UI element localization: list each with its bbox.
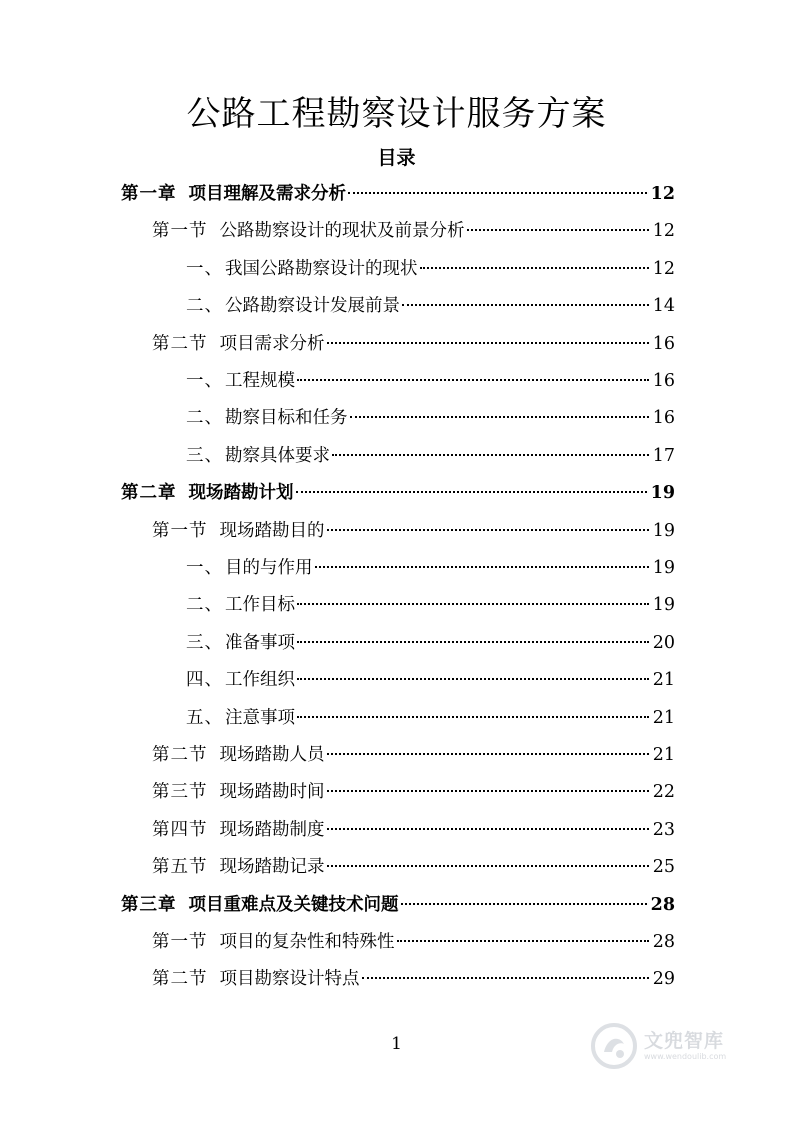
toc-entry-label: 第一章: [121, 184, 177, 204]
toc-entry-label: 第三章: [121, 894, 177, 915]
toc-leader-dots: [327, 753, 649, 755]
toc-entry-text: [152, 213, 465, 250]
toc-entry-label: 第四节: [152, 819, 208, 840]
toc-entry-title: 现场踏勘计划: [188, 483, 294, 504]
toc-entry-label: 第一节: [152, 221, 208, 242]
toc-entry-title: 现场踏勘目的: [219, 520, 325, 541]
wendou-logo-icon: [590, 1022, 638, 1070]
toc-entry-title: 公路勘察设计发展前景: [225, 296, 400, 317]
toc-entry[interactable]: [152, 737, 675, 774]
toc-entry-page: 14: [652, 296, 675, 317]
toc-entry-text: [186, 363, 295, 400]
toc-entry-title: 工作组织: [225, 670, 295, 691]
toc-entry-text: [186, 700, 295, 737]
watermark: [590, 1018, 750, 1074]
toc-entry[interactable]: [152, 213, 675, 250]
toc-entry-label: 三、: [186, 632, 223, 653]
toc-leader-dots: [327, 828, 649, 830]
toc-entry-label: 二、: [186, 296, 223, 317]
toc-entry-page: 21: [652, 670, 675, 691]
toc-entry-title: 现场踏勘制度: [219, 819, 325, 840]
toc-entry-label: 第一节: [152, 932, 208, 952]
toc-entry-title: 注意事项: [225, 707, 295, 728]
toc-entry[interactable]: [186, 251, 675, 288]
page-title: 公路工程勘察设计服务方案: [186, 94, 607, 134]
toc-entry-page: 19: [652, 595, 675, 616]
toc-entry[interactable]: [152, 326, 675, 363]
toc-entry-page: 16: [652, 408, 675, 429]
toc-entry[interactable]: [152, 849, 675, 886]
toc-entry-title: 勘察目标和任务: [225, 408, 348, 429]
toc-entry-title: 项目勘察设计特点: [219, 969, 360, 990]
toc-entry-title: 工作目标: [225, 595, 295, 616]
toc-entry-text: [186, 662, 295, 699]
toc-entry[interactable]: [186, 438, 675, 475]
toc-entry-text: [186, 438, 330, 475]
toc-leader-dots: [297, 641, 649, 643]
toc-heading: 目录: [377, 147, 416, 169]
toc-entry-text: [121, 475, 294, 512]
toc-entry-title: 项目理解及需求分析: [188, 184, 346, 204]
toc-entry-page: 28: [650, 894, 675, 915]
toc-entry-page: 12: [652, 258, 675, 279]
toc-entry[interactable]: [121, 475, 675, 512]
toc-entry-page: 23: [652, 819, 675, 840]
toc-entry[interactable]: [152, 774, 675, 811]
toc-leader-dots: [397, 940, 649, 942]
toc-entry-label: 三、: [186, 445, 223, 466]
toc-entry-label: 四、: [186, 670, 223, 691]
toc-entry-page: 16: [652, 333, 675, 354]
toc-entry-title: 勘察具体要求: [225, 445, 330, 466]
toc-entry[interactable]: [152, 812, 675, 849]
toc-entry-page: 21: [652, 707, 675, 728]
toc-entry-label: 第一节: [152, 520, 208, 541]
toc-leader-dots: [332, 454, 649, 456]
toc-leader-dots: [315, 566, 649, 568]
toc-entry-title: 项目需求分析: [219, 333, 325, 354]
toc-entry-page: 12: [652, 221, 675, 242]
toc-entry-title: 公路勘察设计的现状及前景分析: [219, 221, 465, 242]
toc-entry-label: 第五节: [152, 857, 208, 878]
toc-entry-label: 第二章: [121, 483, 177, 504]
toc-entry-page: 21: [652, 745, 675, 765]
toc-entry-page: 19: [650, 483, 675, 504]
toc-entry-text: [186, 251, 418, 288]
toc-entry-title: 现场踏勘人员: [219, 745, 325, 765]
toc-leader-dots: [297, 678, 649, 680]
toc-leader-dots: [350, 416, 649, 418]
toc-entry-text: [121, 887, 399, 924]
toc-entry-page: 17: [652, 445, 675, 466]
toc-entry-page: 12: [650, 184, 675, 204]
toc-entry-label: 第三节: [152, 782, 208, 803]
toc-entry[interactable]: [186, 662, 675, 699]
toc-entry[interactable]: [186, 625, 675, 662]
toc-leader-dots: [401, 903, 647, 905]
toc-entry[interactable]: [186, 550, 675, 587]
toc-entry[interactable]: [186, 288, 675, 325]
toc-entry-label: 第二节: [152, 333, 208, 354]
toc-leader-dots: [420, 267, 649, 269]
toc-entry-page: 22: [652, 782, 675, 803]
toc-entry-page: 19: [652, 520, 675, 541]
toc-entry[interactable]: [121, 887, 675, 924]
toc-entry-label: 第二节: [152, 969, 208, 990]
toc-entry-text: [152, 961, 360, 998]
toc-entry-title: 现场踏勘记录: [219, 857, 325, 878]
toc-entry-label: 第二节: [152, 745, 208, 765]
toc-leader-dots: [467, 229, 649, 231]
toc-entry-label: 一、: [186, 371, 223, 391]
toc-entry-text: [152, 326, 325, 363]
toc-entry-label: 一、: [186, 258, 223, 279]
toc-entry-page: 16: [652, 371, 675, 391]
toc-entry-title: 项目重难点及关键技术问题: [188, 894, 399, 915]
toc-entry-text: [152, 812, 325, 849]
toc-entry-text: [152, 513, 325, 550]
toc-leader-dots: [297, 603, 649, 605]
toc-entry[interactable]: [186, 587, 675, 624]
toc-entry-title: 现场踏勘时间: [219, 782, 325, 803]
toc-entry-text: [152, 737, 325, 774]
toc-entry-title: 工程规模: [225, 371, 295, 391]
toc-leader-dots: [402, 304, 649, 306]
watermark-url: www.wendoulib.com: [644, 1052, 727, 1061]
toc-leader-dots: [327, 865, 649, 867]
toc-entry-text: [186, 400, 348, 437]
toc-entry-title: 目的与作用: [225, 558, 313, 578]
toc-entry-page: 25: [652, 857, 675, 878]
watermark-name: 文兜智库: [644, 1030, 725, 1052]
toc-entry-text: [186, 288, 400, 325]
toc-leader-dots: [327, 529, 649, 531]
toc-entry-text: [186, 550, 313, 587]
toc-entry-label: 一、: [186, 558, 223, 578]
watermark-text: [644, 1030, 726, 1062]
toc-entry-text: [152, 774, 325, 811]
toc-entry-label: 二、: [186, 595, 223, 616]
toc-entry-page: 20: [652, 632, 675, 653]
toc-leader-dots: [362, 977, 649, 979]
toc-entry-text: [186, 625, 295, 662]
toc-entry-title: 准备事项: [225, 632, 295, 653]
toc-entry-page: 29: [652, 969, 675, 990]
toc-entry-text: [152, 849, 325, 886]
toc-entry[interactable]: [152, 924, 675, 961]
toc-entry[interactable]: [152, 961, 675, 998]
toc-leader-dots: [297, 716, 649, 718]
toc-entry[interactable]: [152, 513, 675, 550]
toc-entry-page: 28: [652, 932, 675, 952]
toc-entry-text: [186, 587, 295, 624]
toc-entry-page: 19: [652, 558, 675, 578]
toc-leader-dots: [327, 790, 649, 792]
toc-entry[interactable]: [186, 400, 675, 437]
toc-entry-label: 二、: [186, 408, 223, 429]
toc-entry[interactable]: [121, 176, 675, 213]
toc-leader-dots: [327, 342, 649, 344]
toc-entry-label: 五、: [186, 707, 223, 728]
toc-entry[interactable]: [186, 363, 675, 400]
toc-leader-dots: [296, 491, 647, 493]
page-number: 1: [391, 1034, 402, 1054]
toc-leader-dots: [297, 379, 649, 381]
toc-entry-title: 我国公路勘察设计的现状: [225, 258, 418, 279]
toc-entry-title: 项目的复杂性和特殊性: [219, 932, 395, 952]
toc-entry[interactable]: [186, 700, 675, 737]
toc-leader-dots: [348, 192, 647, 194]
toc-entry-text: [121, 176, 346, 213]
toc-entry-text: [152, 924, 395, 961]
